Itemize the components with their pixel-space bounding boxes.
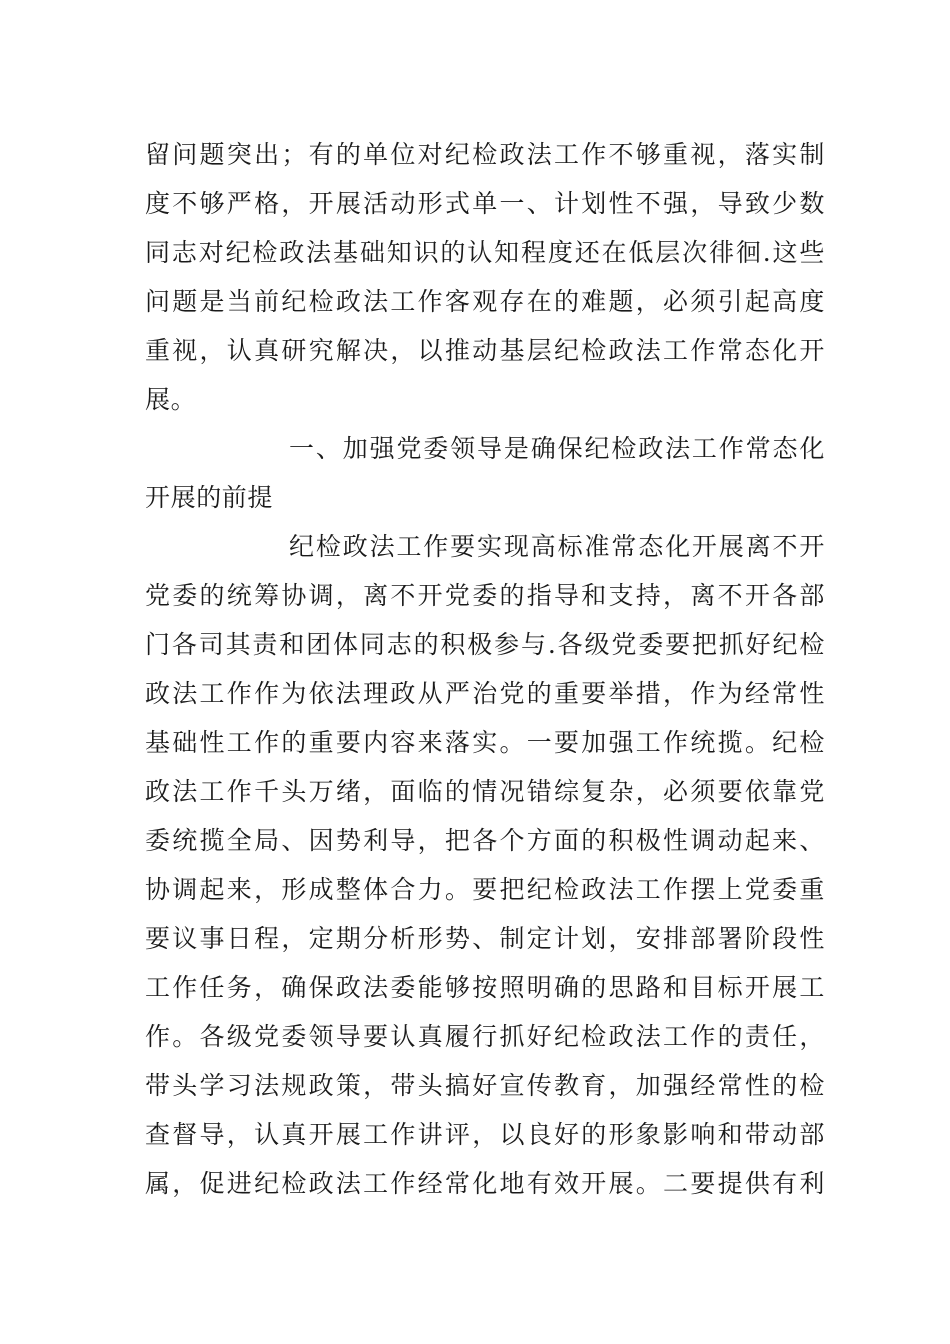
text-line: 政法工作千头万绪，面临的情况错综复杂，必须要依靠党: [145, 777, 825, 806]
text-line: 协调起来，形成整体合力。要把纪检政法工作摆上党委重: [145, 875, 825, 904]
text-line: 政法工作作为依法理政从严治党的重要举措，作为经常性: [145, 679, 825, 708]
text-line: 查督导，认真开展工作讲评，以良好的形象影响和带动部: [145, 1120, 825, 1149]
text-line: 门各司其责和团体同志的积极参与.各级党委要把抓好纪检: [145, 630, 825, 659]
text-line: 留问题突出；有的单位对纪检政法工作不够重视，落实制: [145, 140, 825, 169]
text-line: 委统揽全局、因势利导，把各个方面的积极性调动起来、: [145, 826, 825, 855]
text-line: 展。: [145, 385, 197, 414]
section-heading: 一、加强党委领导是确保纪检政法工作常态化: [289, 434, 825, 463]
text-line: 作。各级党委领导要认真履行抓好纪检政法工作的责任，: [145, 1022, 825, 1051]
text-line: 问题是当前纪检政法工作客观存在的难题，必须引起高度: [145, 287, 825, 316]
text-line: 度不够严格，开展活动形式单一、计划性不强，导致少数: [145, 189, 825, 218]
text-line: 要议事日程，定期分析形势、制定计划，安排部署阶段性: [145, 924, 825, 953]
text-line: 带头学习法规政策，带头搞好宣传教育，加强经常性的检: [145, 1071, 825, 1100]
paragraph-start: 纪检政法工作要实现高标准常态化开展离不开: [289, 532, 825, 561]
text-line: 重视，认真研究解决，以推动基层纪检政法工作常态化开: [145, 336, 825, 365]
text-line: 属，促进纪检政法工作经常化地有效开展。二要提供有利: [145, 1169, 825, 1198]
text-line: 基础性工作的重要内容来落实。一要加强工作统揽。纪检: [145, 728, 825, 757]
text-line: 工作任务，确保政法委能够按照明确的思路和目标开展工: [145, 973, 825, 1002]
text-line: 同志对纪检政法基础知识的认知程度还在低层次徘徊.这些: [145, 238, 825, 267]
text-line: 党委的统筹协调，离不开党委的指导和支持，离不开各部: [145, 581, 825, 610]
section-heading-continuation: 开展的前提: [145, 483, 274, 512]
